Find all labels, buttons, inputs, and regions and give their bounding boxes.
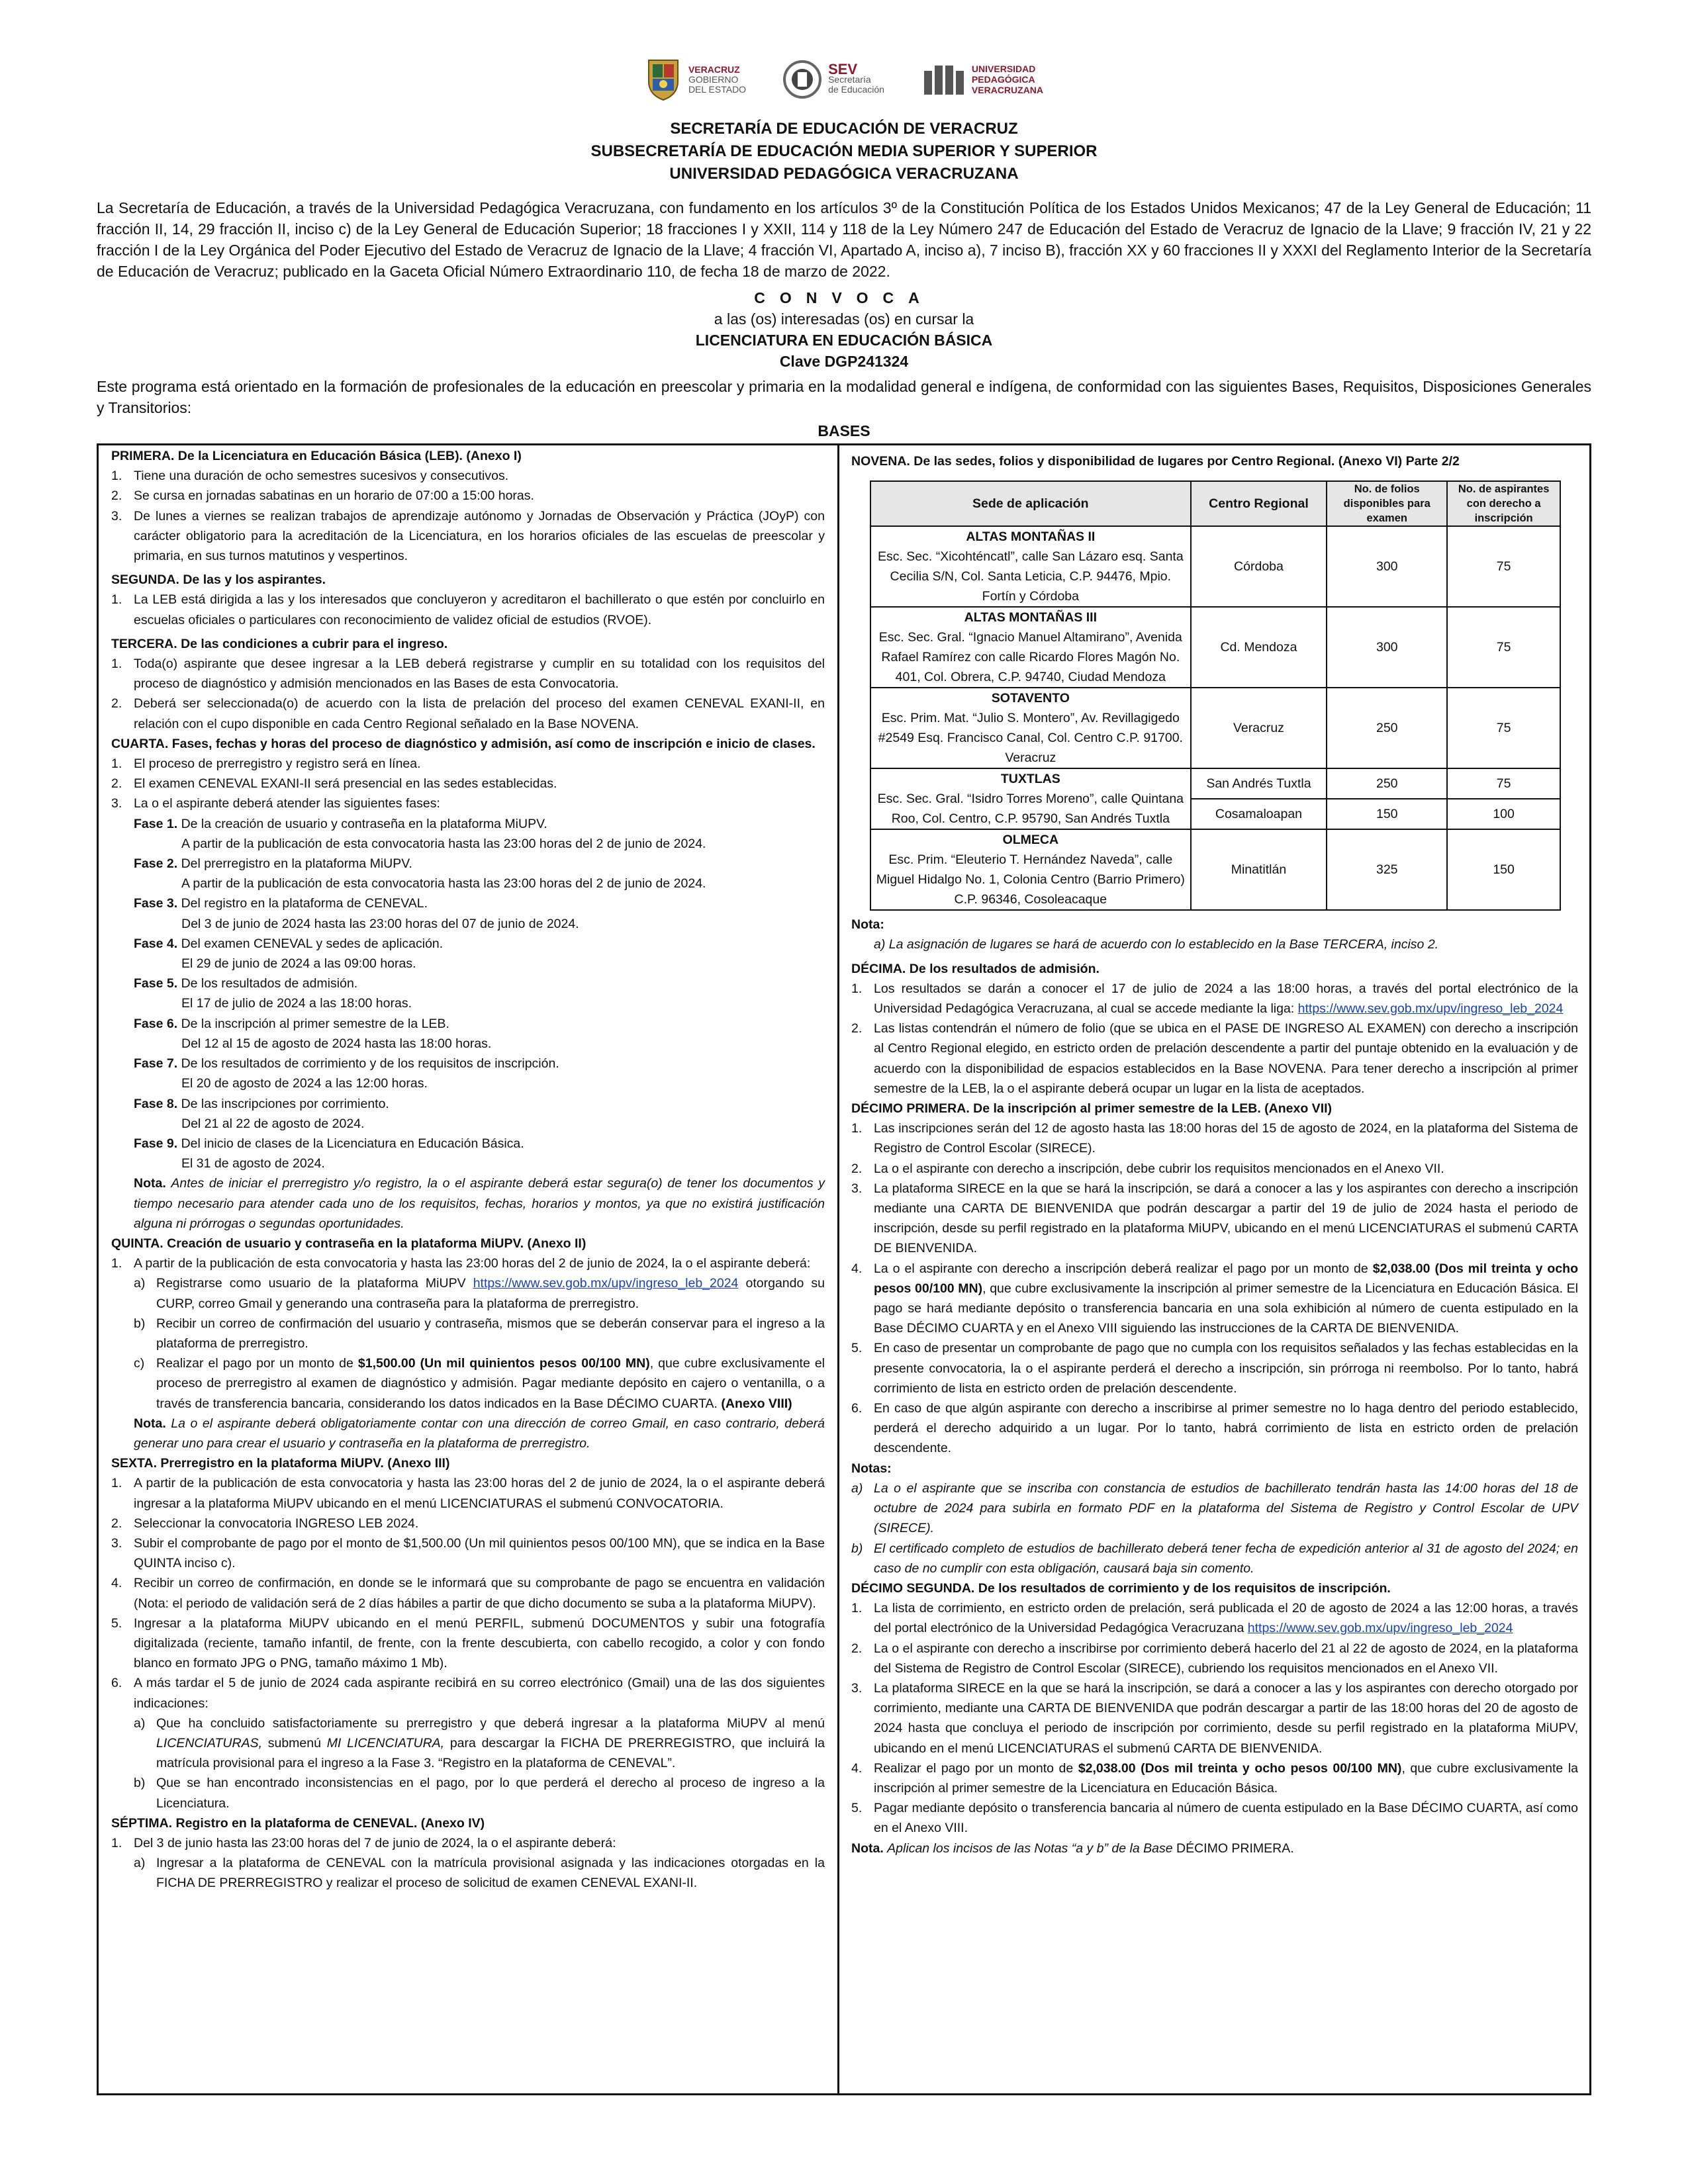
- sexta-item-4: Recibir un correo de confirmación, en donde se le informará que su comprobante de pago se encuentra en validación (Nota: el periodo de validación será de 2 días hábiles a partir de que dicho documento se suba a la plataforma MiUPV).: [134, 1576, 825, 1611]
- registration-link[interactable]: https://www.sev.gob.mx/upv/ingreso_leb_2024: [473, 1276, 739, 1291]
- fase-label: Fase 4.: [134, 936, 178, 951]
- list-item: 1. La LEB está dirigida a las y los interesados que concluyeron y acreditaron el bachillerato o que estén por concluirlo en escuelas oficiales o particulares con reconocimiento de validez oficial de estudios (RVOE).: [111, 590, 825, 629]
- decima-item-2: Las listas contendrán el número de folio (que se ubica en el PASE DE INGRESO AL EXAMEN) con derecho a inscripción al Centro Regional elegido, en estricto orden de prelación descendente a partir del puntaje obtenido en la evaluación y de acuerdo con la disponibilidad de espacios establecidos en la Base NOVENA. Para tener derecho a inscripción al primer semestre de la LEB, la o el aspirante deberá ocupar un lugar en la lista de aceptados.: [874, 1021, 1578, 1096]
- aspirantes-cell: 75: [1447, 526, 1560, 607]
- fase-label: Fase 8.: [134, 1096, 178, 1111]
- note-label: Nota.: [851, 1841, 884, 1856]
- list-item: 5. En caso de presentar un comprobante de pago que no cumpla con los requisitos señalados y las fechas establecidas en la presente convocatoria, la o el aspirante perderá el derecho a inscripción, sin prórroga ni reembolso. Por lo tanto, habrá corrimiento de lista en estricto orden de prelación descendente.: [851, 1338, 1578, 1398]
- list-item: 3. La o el aspirante deberá atender las siguientes fases:: [111, 794, 825, 813]
- folios-cell: 250: [1327, 768, 1447, 799]
- header-folios: No. de folios disponibles para examen: [1327, 481, 1447, 526]
- sub-item: b) Que se han encontrado inconsistencias en el pago, por lo que perderá el derecho al proceso de ingreso a la Licenciatura.: [134, 1773, 825, 1813]
- veracruz-logo-line3: DEL ESTADO: [688, 84, 747, 95]
- list-item: 2. Se cursa en jornadas sabatinas en un horario de 07:00 a 15:00 horas.: [111, 486, 825, 506]
- fase-text: Del prerregistro en la plataforma MiUPV.: [181, 856, 412, 872]
- sev-logo-line1: SEV: [828, 61, 858, 77]
- fase-label: Fase 6.: [134, 1016, 178, 1031]
- list-item: b) El certificado completo de estudios de bachillerato deberá tener fecha de expedición anterior al 31 de agosto del 2024; en caso de no cumplir con esta obligación, causará baja sin comento.: [851, 1539, 1578, 1578]
- table-row: [870, 688, 1560, 768]
- fase-9: [134, 1134, 825, 1154]
- sede-cell: [870, 526, 1191, 607]
- document-header: [0, 118, 1688, 185]
- sedes-table: [870, 480, 1561, 911]
- list-item: 1. La lista de corrimiento, en estricto orden de prelación, será publicada el 20 de agosto de 2024 a las 12:00 horas, a través del portal electrónico de la Universidad Pedagógica Veracruzana https://www.sev.gob.mx/upv/ingreso_leb_2024: [851, 1601, 1578, 1636]
- list-item: 1. A partir de la publicación de esta convocatoria y hasta las 23:00 horas del 2 de junio de 2024, la o el aspirante deberá:: [111, 1253, 825, 1273]
- fase-text: De los resultados de admisión.: [181, 976, 358, 991]
- section-decima-title: DÉCIMA. De los resultados de admisión.: [851, 961, 1100, 976]
- sede-name: SOTAVENTO: [991, 691, 1070, 706]
- upv-logo-line2: PEDAGÓGICA: [971, 74, 1035, 85]
- list-item: 2. La o el aspirante con derecho a inscripción, debe cubrir los requisitos mencionados en el Anexo VII.: [851, 1159, 1578, 1179]
- section-tercera-title: TERCERA. De las condiciones a cubrir para el ingreso.: [111, 636, 448, 651]
- ds-note-italic: Aplican los incisos de las Notas “a y b” de la Base: [887, 1841, 1173, 1856]
- fase-text: Del examen CENEVAL y sedes de aplicación.: [181, 936, 444, 951]
- fase-label: Fase 7.: [134, 1056, 178, 1071]
- fase-9-date: El 31 de agosto de 2024.: [181, 1156, 325, 1171]
- sede-address: Esc. Sec. “Xicohténcatl”, calle San Lázaro esq. Santa Cecilia S/N, Col. Santa Leticia, C.P. 94476, Mpio. Fortín y Córdoba: [877, 549, 1184, 604]
- quinta-a-post: otorgando su CURP, correo Gmail y generando una contraseña para la plataforma de prerregistro.: [156, 1276, 825, 1311]
- sede-address: Esc. Prim. “Eleuterio T. Hernández Naveda”, calle Miguel Hidalgo No. 1, Colonia Centro (Barrio Primero) C.P. 96346, Cosoleacaque: [876, 852, 1185, 907]
- quinta-c-amount: $1,500.00 (Un mil quinientos pesos 00/100 MN): [357, 1356, 650, 1371]
- folios-cell: 300: [1327, 526, 1447, 607]
- fase-text: De los resultados de corrimiento y de los requisitos de inscripción.: [181, 1056, 559, 1071]
- sede-cell: [870, 768, 1191, 829]
- sede-address: Esc. Sec. Gral. “Ignacio Manuel Altamirano”, Avenida Rafael Ramírez con calle Ricardo Flores Magón No. 401, Col. Obrera, C.P. 94740, Ciudad Mendoza: [878, 630, 1182, 685]
- section-decimo-primera-title: DÉCIMO PRIMERA. De la inscripción al primer semestre de la LEB. (Anexo VII): [851, 1101, 1333, 1116]
- fase-text: De la inscripción al primer semestre de la LEB.: [181, 1016, 449, 1031]
- folios-cell: 325: [1327, 829, 1447, 910]
- list-item: 5. Ingresar a la plataforma MiUPV ubicando en el menú PERFIL, submenú DOCUMENTOS y subir una fotografía digitalizada (reciente, tamaño infantil, de frente, con la frente descubierta, con cabello recogido, a color y con fondo blanco en formato JPG o PNG, tamaño máximo 1 Mb).: [111, 1614, 825, 1674]
- region-cell: Cosamaloapan: [1191, 799, 1327, 829]
- section-primera-title: PRIMERA. De la Licenciatura en Educación Básica (LEB). (Anexo I): [111, 449, 522, 463]
- fase-4-date: El 29 de junio de 2024 a las 09:00 horas.: [181, 956, 416, 972]
- cuarta-note-text: Antes de iniciar el prerregistro y/o registro, la o el aspirante deberá estar segura(o) de tener los documentos y tiempo necesario para atender cada uno de los requisitos, fechas, horarios y montos, ya que no existirá justificación alguna ni prórrogas o segundas oportunidades.: [134, 1176, 825, 1231]
- primera-item-1: Tiene una duración de ocho semestres sucesivos y consecutivos.: [134, 469, 509, 484]
- fase-3: [134, 893, 825, 913]
- tercera-item-2: Deberá ser seleccionada(o) de acuerdo con la lista de prelación del proceso del examen CENEVAL EXANI-II, en relación con el cupo disponible en cada Centro Regional señalado en la Base NOVENA.: [134, 696, 825, 731]
- convoca-block: [0, 287, 1688, 372]
- table-row: [870, 526, 1560, 607]
- novena-note-label: Nota:: [851, 917, 884, 933]
- list-item: 2. Seleccionar la convocatoria INGRESO LEB 2024.: [111, 1514, 825, 1533]
- cuarta-item-2: El examen CENEVAL EXANI-II será presencial en las sedes establecidas.: [134, 776, 557, 792]
- quinta-b: Recibir un correo de confirmación del usuario y contraseña, mismos que se deberán conservar para el ingreso a la plataforma de prerregistro.: [156, 1316, 825, 1351]
- list-item: 3. La plataforma SIRECE en la que se hará la inscripción, se dará a conocer a las y los aspirantes con derecho otorgado por corrimiento, mediante una CARTA DE BIENVENIDA que podrán descargar a partir de las 18:00 horas del 20 de agosto de 2024 hasta que concluya el periodo de inscripción por corrimiento, desde su perfil registrado en la plataforma MiUPV, ubicando en el menú LICENCIATURAS el submenú CARTA DE BIENVENIDA.: [851, 1678, 1578, 1758]
- aspirantes-cell: 75: [1447, 688, 1560, 768]
- sede-name: ALTAS MONTAÑAS III: [964, 610, 1098, 625]
- dp-item-3: La plataforma SIRECE en la que se hará la inscripción, se dará a conocer a las y los aspirantes con derecho a inscripción mediante una CARTA DE BIENVENIDA que podrán descargar a partir del 19 de julio de 2024 hasta el periodo de inscripción, desde su perfil registrado en la plataforma MiUPV, ubicando en el menú LICENCIATURAS el submenú CARTA DE BIENVENIDA.: [874, 1181, 1578, 1256]
- fase-1: [134, 814, 825, 834]
- sev-logo-line2: Secretaría: [828, 74, 871, 85]
- veracruz-logo: [645, 58, 746, 101]
- region-cell: Veracruz: [1191, 688, 1327, 768]
- fase-label: Fase 1.: [134, 816, 178, 831]
- header-line1: SECRETARÍA DE EDUCACIÓN DE VERACRUZ: [670, 120, 1018, 138]
- ds-item-4-amount: $2,038.00 (Dos mil treinta y ocho pesos 00/100 MN): [1078, 1760, 1402, 1776]
- ds-item-5: Pagar mediante depósito o transferencia bancaria al número de cuenta estipulado en la Base DÉCIMO CUARTA, así como en el Anexo VIII.: [874, 1801, 1578, 1836]
- fase-2: [134, 854, 825, 874]
- section-segunda-title: SEGUNDA. De las y los aspirantes.: [111, 572, 326, 588]
- dp-nota-a: La o el aspirante que se inscriba con constancia de estudios de bachillerato tendrán hasta las 14:00 horas del 18 de octubre de 2024 para subirla en formato PDF en la plataforma del Sistema de Registro y Control Escolar de UPV (SIRECE).: [874, 1480, 1578, 1536]
- list-item: 1. Tiene una duración de ocho semestres sucesivos y consecutivos.: [111, 466, 825, 486]
- dp-notas-label: Notas:: [851, 1461, 892, 1476]
- primera-item-2: Se cursa en jornadas sabatinas en un horario de 07:00 a 15:00 horas.: [134, 488, 534, 504]
- fase-text: De la creación de usuario y contraseña en la plataforma MiUPV.: [181, 816, 547, 831]
- section-quinta-title: QUINTA. Creación de usuario y contraseña en la plataforma MiUPV. (Anexo II): [111, 1236, 586, 1251]
- region-cell: Minatitlán: [1191, 829, 1327, 910]
- ds-note: [851, 1839, 1578, 1858]
- region-cell: Cd. Mendoza: [1191, 607, 1327, 688]
- quinta-c-post: , que cubre exclusivamente el proceso de prerregistro al examen de diagnóstico y admisión. Pagar mediante depósito en cajero o ventanilla, o a través de transferencia bancaria, considerando los datos indicados en la Base DÉCIMO CUARTA.: [156, 1356, 825, 1411]
- sede-name: TUXTLAS: [1000, 772, 1060, 787]
- sub-item: c) Realizar el pago por un monto de $1,500.00 (Un mil quinientos pesos 00/100 MN), que cubre exclusivamente el proceso de prerregistro al examen de diagnóstico y admisión. Pagar mediante depósito en cajero o ventanilla, o a través de transferencia bancaria, considerando los datos indicados en la Base DÉCIMO CUARTA. (Anexo VIII): [134, 1356, 825, 1411]
- header-aspirantes: No. de aspirantes con derecho a inscripción: [1447, 481, 1560, 526]
- logo-bar: [0, 53, 1688, 106]
- dp-item-4-amount: $2,038.00 (Dos mil treinta y ocho pesos 00/100 MN): [874, 1261, 1578, 1296]
- sede-name: ALTAS MONTAÑAS II: [966, 529, 1096, 545]
- folios-cell: 150: [1327, 799, 1447, 829]
- dp-item-6: En caso de que algún aspirante con derecho a inscribirse al primer semestre no lo haga dentro del periodo establecido, perderá el derecho adquirido a un lugar. Por lo tanto, habrá corrimiento de lista en estricto orden de prelación descendente.: [874, 1401, 1578, 1456]
- fase-label: Fase 2.: [134, 856, 178, 872]
- fase-5: [134, 974, 825, 993]
- preamble-paragraph: La Secretaría de Educación, a través de la Universidad Pedagógica Veracruzana, con fundamento en los artículos 3º de la Constitución Política de los Estados Unidos Mexicanos; 47 de la Ley General de Educación; 11 fracción II, 14, 29 fracción II, inciso c) de la Ley General de Educación Superior; 18 fracciones I y XXII, 114 y 118 de la Ley Número 247 de Educación del Estado de Veracruz de Ignacio de la Llave; 9 fracción IV, 21 y 22 fracción I de la Ley Orgánica del Poder Ejecutivo del Estado de Veracruz de Ignacio de la Llave; 4 fracción VI, Apartado A, inciso a), 7 inciso B), fracción XX y 60 fracciones II y XXXI del Reglamento Interior de la Secretaría de Educación de Veracruz; publicado en la Gaceta Oficial Número Extraordinario 110, de fecha 18 de marzo de 2022.: [97, 199, 1591, 280]
- fase-7-date: El 20 de agosto de 2024 a las 12:00 horas.: [181, 1076, 428, 1091]
- fase-text: Del inicio de clases de la Licenciatura en Educación Básica.: [181, 1136, 524, 1151]
- upv-logo: [921, 62, 1043, 97]
- folios-cell: 300: [1327, 607, 1447, 688]
- sexta-a-it1: LICENCIATURAS,: [156, 1736, 262, 1751]
- sub-item: a) Que ha concluido satisfactoriamente su prerregistro y que deberá ingresar a la plataforma MiUPV al menú LICENCIATURAS, submenú MI LICENCIATURA, para descargar la FICHA DE PRERREGISTRO, que incluirá la matrícula provisional para el ingreso a la Fase 3. “Registro en la plataforma de CENEVAL”.: [134, 1715, 825, 1771]
- aspirantes-cell: 75: [1447, 607, 1560, 688]
- sede-address: Esc. Sec. Gral. “Isidro Torres Moreno”, calle Quintana Roo, Col. Centro, C.P. 95790, San Andrés Tuxtla: [877, 792, 1184, 827]
- section-sexta-title: SEXTA. Prerregistro en la plataforma MiUPV. (Anexo III): [111, 1456, 450, 1471]
- quinta-note: [134, 1414, 825, 1453]
- fase-text: De las inscripciones por corrimiento.: [181, 1096, 389, 1111]
- fase-1-date: A partir de la publicación de esta convocatoria hasta las 23:00 horas del 2 de junio de 2024.: [181, 836, 706, 851]
- list-item: 2. La o el aspirante con derecho a inscribirse por corrimiento deberá hacerlo del 21 al 22 de agosto de 2024, en la plataforma del Sistema de Registro de Control Escolar (SIRECE), cubriendo los requisitos mencionados en el Anexo VII.: [851, 1639, 1578, 1678]
- quinta-a-pre: Registrarse como usuario de la plataforma MiUPV: [156, 1276, 466, 1291]
- fase-3-date: Del 3 de junio de 2024 hasta las 23:00 horas del 07 de junio de 2024.: [181, 916, 579, 931]
- note-label: Nota.: [134, 1416, 166, 1431]
- section-cuarta-title: CUARTA. Fases, fechas y horas del proceso de diagnóstico y admisión, así como de inscripción e inicio de clases.: [111, 736, 816, 751]
- header-region: Centro Regional: [1191, 481, 1327, 526]
- fase-text: Del registro en la plataforma de CENEVAL.: [181, 896, 428, 911]
- folios-cell: 250: [1327, 688, 1447, 768]
- septima-item-1: Del 3 de junio hasta las 23:00 horas del 7 de junio de 2024, la o el aspirante deberá:: [134, 1836, 616, 1851]
- list-item: 4. Recibir un correo de confirmación, en donde se le informará que su comprobante de pago se encuentra en validación (Nota: el periodo de validación será de 2 días hábiles a partir de que dicho documento se suba a la plataforma MiUPV).: [111, 1573, 825, 1613]
- primera-item-3: De lunes a viernes se realizan trabajos de aprendizaje autónomo y Jornadas de Observación y Práctica (JOyP) con carácter obligatorio para la acreditación de la Licenciatura, en los horarios oficiales de las escuelas de preescolar y primaria, en sus turnos matutinos y vespertinos.: [134, 508, 825, 564]
- ds-note-post: DÉCIMO PRIMERA.: [1176, 1841, 1294, 1856]
- dp-item-4-pre: La o el aspirante con derecho a inscripción deberá realizar el pago por un monto de: [874, 1261, 1368, 1276]
- dp-nota-b: El certificado completo de estudios de bachillerato deberá tener fecha de expedición anterior al 31 de agosto del 2024; en caso de no cumplir con esta obligación, causará baja sin comento.: [874, 1541, 1578, 1576]
- fase-2-date: A partir de la publicación de esta convocatoria hasta las 23:00 horas del 2 de junio de 2024.: [181, 876, 706, 891]
- list-item: 1. Toda(o) aspirante que desee ingresar a la LEB deberá registrarse y cumplir en su totalidad con los requisitos del proceso de diagnóstico y admisión mencionados en las Bases de esta Convocatoria.: [111, 654, 825, 694]
- intro-paragraph: Este programa está orientado en la formación de profesionales de la educación en preescolar y primaria en la modalidad general e indígena, de conformidad con las siguientes Bases, Requisitos, Disposiciones Generales y Transitorios:: [97, 378, 1591, 416]
- sev-logo-line3: de Educación: [828, 84, 884, 95]
- region-cell: San Andrés Tuxtla: [1191, 768, 1327, 799]
- left-column: [111, 446, 825, 1893]
- sede-name: OLMECA: [1002, 833, 1059, 848]
- sexta-item-5: Ingresar a la plataforma MiUPV ubicando en el menú PERFIL, submenú DOCUMENTOS y subir una fotografía digitalizada (reciente, tamaño infantil, de frente, con la frente descubierta, con cabello recogido, a color y con fondo blanco en formato JPG o PNG, tamaño máximo 1 Mb).: [134, 1615, 825, 1671]
- ds-item-4-pre: Realizar el pago por un monto de: [874, 1760, 1074, 1776]
- sub-item: b) Recibir un correo de confirmación del usuario y contraseña, mismos que se deberán conservar para el ingreso a la plataforma de prerregistro.: [134, 1314, 825, 1353]
- sexta-item-1: A partir de la publicación de esta convocatoria y hasta las 23:00 horas del 2 de junio de 2024, la o el aspirante deberá ingresar a la plataforma MiUPV ubicando en el menú LICENCIATURAS el submenú CONVOCATORIA.: [134, 1476, 825, 1511]
- quinta-item-1: A partir de la publicación de esta convocatoria y hasta las 23:00 horas del 2 de junio de 2024, la o el aspirante deberá:: [134, 1256, 811, 1271]
- list-item: 4. Realizar el pago por un monto de $2,038.00 (Dos mil treinta y ocho pesos 00/100 MN), que cubre exclusivamente la inscripción al primer semestre de la Licenciatura en Educación Básica.: [851, 1760, 1579, 1796]
- aspirantes-cell: 100: [1447, 799, 1560, 829]
- quinta-note-text: La o el aspirante deberá obligatoriamente contar con una dirección de correo Gmail, en caso contrario, deberá generar uno para crear el usuario y contraseña en la plataforma de prerregistro.: [134, 1416, 825, 1451]
- quinta-c-annex: (Anexo VIII): [721, 1396, 792, 1411]
- upv-emblem-icon: [921, 62, 965, 97]
- fase-label: Fase 3.: [134, 896, 178, 911]
- table-header-row: [870, 481, 1560, 526]
- fase-6: [134, 1014, 825, 1034]
- dp-item-1: Las inscripciones serán del 12 de agosto hasta las 18:00 horas del 15 de agosto de 2024, en la plataforma del Sistema de Registro de Control Escolar (SIRECE).: [874, 1121, 1578, 1156]
- fase-7: [134, 1054, 825, 1073]
- sexta-a-pre: Que ha concluido satisfactoriamente su prerregistro y que deberá ingresar a la plataforma MiUPV al menú: [156, 1715, 825, 1731]
- list-item: 3. La plataforma SIRECE en la que se hará la inscripción, se dará a conocer a las y los aspirantes con derecho a inscripción mediante una CARTA DE BIENVENIDA que podrán descargar a partir del 19 de julio de 2024 hasta el periodo de inscripción, desde su perfil registrado en la plataforma MiUPV, ubicando en el menú LICENCIATURAS el submenú CARTA DE BIENVENIDA.: [851, 1179, 1578, 1259]
- sub-item: a) Registrarse como usuario de la plataforma MiUPV https://www.sev.gob.mx/upv/ingreso_leb_2024 otorgando su CURP, correo Gmail y generando una contraseña para la plataforma de prerregistro.: [134, 1276, 825, 1311]
- list-item: 1. A partir de la publicación de esta convocatoria y hasta las 23:00 horas del 2 de junio de 2024, la o el aspirante deberá ingresar a la plataforma MiUPV ubicando en el menú LICENCIATURAS el submenú CONVOCATORIA.: [111, 1473, 825, 1513]
- sexta-item-6: A más tardar el 5 de junio de 2024 cada aspirante recibirá en su correo electrónico (Gmail) una de las dos siguientes indicaciones:: [134, 1676, 825, 1711]
- novena-note-text: a) La asignación de lugares se hará de acuerdo con lo establecido en la Base TERCERA, inciso 2.: [874, 937, 1439, 952]
- list-item: 1. Del 3 de junio hasta las 23:00 horas del 7 de junio de 2024, la o el aspirante deberá:: [111, 1833, 825, 1853]
- sede-address: Esc. Prim. Mat. “Julio S. Montero”, Av. Revillagigedo #2549 Esq. Francisco Canal, Col. Centro C.P. 91700. Veracruz: [878, 711, 1183, 766]
- section-decimo-segunda-title: DÉCIMO SEGUNDA. De los resultados de corrimiento y de los requisitos de inscripción.: [851, 1580, 1391, 1596]
- sede-cell: [870, 829, 1191, 910]
- list-item: 1. El proceso de prerregistro y registro será en línea.: [111, 754, 825, 774]
- column-divider: [837, 443, 839, 2095]
- list-item: 5. Pagar mediante depósito o transferencia bancaria al número de cuenta estipulado en la Base DÉCIMO CUARTA, así como en el Anexo VIII.: [851, 1798, 1578, 1838]
- program-clave: Clave DGP241324: [779, 353, 909, 370]
- sev-logo: [783, 59, 884, 100]
- header-line2: SUBSECRETARÍA DE EDUCACIÓN MEDIA SUPERIOR Y SUPERIOR: [590, 142, 1098, 160]
- fase-5-date: El 17 de julio de 2024 a las 18:00 horas.: [181, 996, 412, 1011]
- table-row: [870, 607, 1560, 688]
- list-item: 4. La o el aspirante con derecho a inscripción deberá realizar el pago por un monto de $2,038.00 (Dos mil treinta y ocho pesos 00/100 MN), que cubre exclusivamente la inscripción al primer semestre de la Licenciatura en Educación Básica. El pago se hará mediante depósito o transferencia bancaria en una sola exhibición al número de cuenta estipulado en la Base DÉCIMO CUARTA y en el Anexo VIII siguiendo las instrucciones de la CARTA DE BIENVENIDA.: [851, 1261, 1578, 1336]
- sede-cell: [870, 607, 1191, 688]
- sev-emblem-icon: [783, 59, 821, 100]
- sexta-b: Que se han encontrado inconsistencias en el pago, por lo que perderá el derecho al proceso de ingreso a la Licenciatura.: [156, 1776, 825, 1811]
- ds-item-1: La lista de corrimiento, en estricto orden de prelación, será publicada el 20 de agosto de 2024 a las 12:00 horas, a través del portal electrónico de la Universidad Pedagógica Veracruzana: [874, 1601, 1578, 1636]
- sede-cell: [870, 688, 1191, 768]
- results-link[interactable]: https://www.sev.gob.mx/upv/ingreso_leb_2024: [1297, 1001, 1564, 1017]
- list-item: a) La o el aspirante que se inscriba con constancia de estudios de bachillerato tendrán hasta las 14:00 horas del 18 de octubre de 2024 para subirla en formato PDF en la plataforma del Sistema de Registro y Control Escolar de UPV (SIRECE).: [851, 1479, 1578, 1539]
- fase-8-date: Del 21 al 22 de agosto de 2024.: [181, 1116, 365, 1131]
- sexta-item-3: Subir el comprobante de pago por el monto de $1,500.00 (Un mil quinientos pesos 00/100 MN), que se indica en la Base QUINTA inciso c).: [134, 1535, 825, 1571]
- right-column: [851, 451, 1578, 1858]
- upv-logo-line1: UNIVERSIDAD: [971, 64, 1036, 74]
- veracruz-logo-line1: VERACRUZ: [688, 64, 740, 75]
- sexta-a-post: para descargar la FICHA DE PRERREGISTRO, que incluirá la matrícula provisional para el ingreso a la Fase 3. “Registro en la plataforma de CENEVAL”.: [156, 1736, 825, 1771]
- sub-item: a) Ingresar a la plataforma de CENEVAL con la matrícula provisional asignada y las indicaciones otorgadas en la FICHA DE PRERREGISTRO y realizar el proceso de solicitud de examen CENEVAL EXANI-II.: [134, 1853, 825, 1893]
- list-item: 2. Las listas contendrán el número de folio (que se ubica en el PASE DE INGRESO AL EXAMEN) con derecho a inscripción al Centro Regional elegido, en estricto orden de prelación descendente a partir del puntaje obtenido en la evaluación y de acuerdo con la disponibilidad de espacios establecidos en la Base NOVENA. Para tener derecho a inscripción al primer semestre de la LEB, la o el aspirante deberá ocupar un lugar en la lista de aceptados.: [851, 1019, 1578, 1099]
- veracruz-coat-of-arms-icon: [645, 58, 682, 101]
- cuarta-item-3: La o el aspirante deberá atender las siguientes fases:: [134, 796, 440, 811]
- sexta-a-mid: submenú: [267, 1736, 321, 1751]
- fase-4: [134, 934, 825, 954]
- list-item: 6. A más tardar el 5 de junio de 2024 cada aspirante recibirá en su correo electrónico (Gmail) una de las dos siguientes indicaciones:: [111, 1673, 825, 1713]
- list-item: 1. Los resultados se darán a conocer el 17 de julio de 2024 a las 18:00 horas, a través del portal electrónico de la Universidad Pedagógica Veracruzana, al cual se accede mediante la liga: https://www.sev.gob.mx/upv/ingreso_leb_2024: [851, 981, 1578, 1017]
- decima-item-1: Los resultados se darán a conocer el 17 de julio de 2024 a las 18:00 horas, a través del portal electrónico de la Universidad Pedagógica Veracruzana, al cual se accede mediante la liga:: [874, 981, 1578, 1017]
- table-row: [870, 829, 1560, 910]
- septima-a: Ingresar a la plataforma de CENEVAL con la matrícula provisional asignada y las indicaciones otorgadas en la FICHA DE PRERREGISTRO y realizar el proceso de solicitud de examen CENEVAL EXANI-II.: [156, 1856, 825, 1891]
- sexta-item-2: Seleccionar la convocatoria INGRESO LEB 2024.: [134, 1516, 419, 1531]
- quinta-c-pre: Realizar el pago por un monto de: [156, 1356, 353, 1371]
- bases-title: BASES: [818, 422, 870, 439]
- tercera-item-1: Toda(o) aspirante que desee ingresar a la LEB deberá registrarse y cumplir en su totalidad con los requisitos del proceso de diagnóstico y admisión mencionados en las Bases de esta Convocatoria.: [134, 657, 825, 692]
- convoca-line2: a las (os) interesadas (os) en cursar la: [714, 310, 974, 328]
- segunda-item-1: La LEB está dirigida a las y los interesados que concluyeron y acreditaron el bachillerato o que estén por concluirlo en escuelas oficiales o particulares con reconocimiento de validez oficial de estudios (RVOE).: [134, 592, 825, 627]
- cuarta-note: [134, 1173, 825, 1234]
- veracruz-logo-line2: GOBIERNO: [688, 74, 739, 85]
- region-cell: Córdoba: [1191, 526, 1327, 607]
- list-item: 3. Subir el comprobante de pago por el monto de $1,500.00 (Un mil quinientos pesos 00/100 MN), que se indica en la Base QUINTA inciso c).: [111, 1533, 825, 1573]
- section-septima-title: SÉPTIMA. Registro en la plataforma de CENEVAL. (Anexo IV): [111, 1815, 485, 1831]
- ds-item-3: La plataforma SIRECE en la que se hará la inscripción, se dará a conocer a las y los aspirantes con derecho otorgado por corrimiento, mediante una CARTA DE BIENVENIDA que podrán descargar a partir de las 18:00 horas del 20 de agosto de 2024 hasta que concluya el periodo de inscripción por corrimiento, desde su perfil registrado en la plataforma MiUPV, ubicando en el menú LICENCIATURAS el submenú CARTA DE BIENVENIDA.: [874, 1680, 1578, 1756]
- list-item: 3. De lunes a viernes se realizan trabajos de aprendizaje autónomo y Jornadas de Observación y Práctica (JOyP) con carácter obligatorio para la acreditación de la Licenciatura, en los horarios oficiales de las escuelas de preescolar y primaria, en sus turnos matutinos y vespertinos.: [111, 506, 825, 567]
- header-line3: UNIVERSIDAD PEDAGÓGICA VERACRUZANA: [669, 165, 1019, 183]
- header-sede: Sede de aplicación: [870, 481, 1191, 526]
- fase-6-date: Del 12 al 15 de agosto de 2024 hasta las 18:00 horas.: [181, 1036, 492, 1051]
- dp-item-4-post: , que cubre exclusivamente la inscripción al primer semestre de la Licenciatura en Educación Básica. El pago se hará mediante depósito o transferencia bancaria en una sola exhibición al número de cuenta estipulado en la Base DÉCIMO CUARTA y en el Anexo VIII siguiendo las instrucciones de la CARTA DE BIENVENIDA.: [874, 1281, 1578, 1336]
- ds-item-2: La o el aspirante con derecho a inscribirse por corrimiento deberá hacerlo del 21 al 22 de agosto de 2024, en la plataforma del Sistema de Registro de Control Escolar (SIRECE), cubriendo los requisitos mencionados en el Anexo VII.: [874, 1641, 1578, 1676]
- dp-item-2: La o el aspirante con derecho a inscripción, debe cubrir los requisitos mencionados en el Anexo VII.: [874, 1161, 1444, 1176]
- dp-item-5: En caso de presentar un comprobante de pago que no cumpla con los requisitos señalados y las fechas establecidas en la presente convocatoria, la o el aspirante perderá el derecho a inscripción, sin prórroga ni reembolso. Por lo tanto, habrá corrimiento de lista en estricto orden de prelación descendente.: [874, 1341, 1578, 1396]
- upv-logo-line3: VERACRUZANA: [971, 85, 1044, 95]
- list-item: 2. El examen CENEVAL EXANI-II será presencial en las sedes establecidas.: [111, 774, 825, 794]
- sexta-a-it2: MI LICENCIATURA,: [326, 1736, 445, 1751]
- list-item: 6. En caso de que algún aspirante con derecho a inscribirse al primer semestre no lo haga dentro del periodo establecido, perderá el derecho adquirido a un lugar. Por lo tanto, habrá corrimiento de lista en estricto orden de prelación descendente.: [851, 1398, 1578, 1459]
- section-novena-title: NOVENA. De las sedes, folios y disponibilidad de lugares por Centro Regional. (Anexo VI) Parte 2/2: [851, 454, 1460, 469]
- aspirantes-cell: 75: [1447, 768, 1560, 799]
- cuarta-item-1: El proceso de prerregistro y registro será en línea.: [134, 756, 421, 772]
- fase-label: Fase 5.: [134, 976, 178, 991]
- list-item: 1. Las inscripciones serán del 12 de agosto hasta las 18:00 horas del 15 de agosto de 2024, en la plataforma del Sistema de Registro de Control Escolar (SIRECE).: [851, 1118, 1578, 1158]
- table-row: [870, 768, 1560, 799]
- program-name: LICENCIATURA EN EDUCACIÓN BÁSICA: [695, 332, 993, 349]
- convoca-word: CONVOCA: [754, 289, 934, 306]
- list-item: 2. Deberá ser seleccionada(o) de acuerdo con la lista de prelación del proceso del examen CENEVAL EXANI-II, en relación con el cupo disponible en cada Centro Regional señalado en la Base NOVENA.: [111, 694, 825, 733]
- note-label: Nota.: [134, 1176, 166, 1191]
- fase-8: [134, 1094, 825, 1114]
- ds-item-4-post: , que cubre exclusivamente la inscripción al primer semestre de la Licenciatura en Educación Básica.: [874, 1760, 1579, 1796]
- corrimiento-link[interactable]: https://www.sev.gob.mx/upv/ingreso_leb_2024: [1247, 1621, 1513, 1636]
- fase-label: Fase 9.: [134, 1136, 178, 1151]
- aspirantes-cell: 150: [1447, 829, 1560, 910]
